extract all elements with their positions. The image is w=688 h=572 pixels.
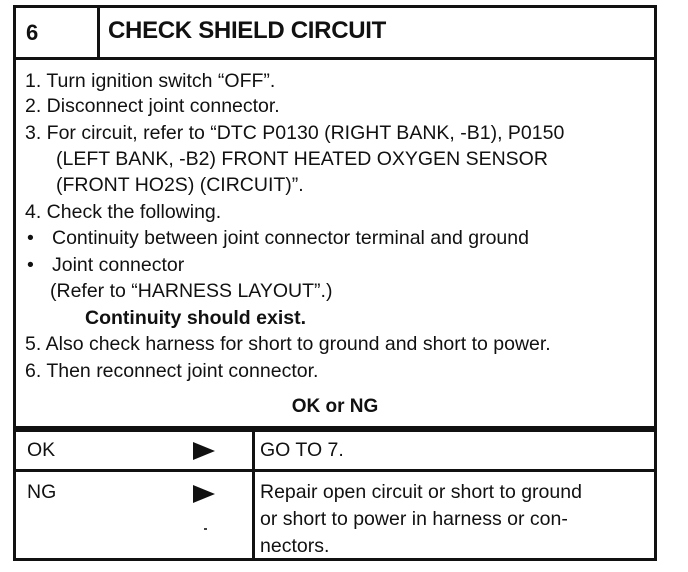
table-divider	[16, 429, 654, 432]
check-step-card	[13, 5, 657, 561]
scan-speck	[204, 528, 207, 530]
result-status: OK	[27, 439, 56, 461]
instruction-line: (Refer to “HARNESS LAYOUT”.)	[50, 280, 333, 302]
instruction-line: 1. Turn ignition switch “OFF”.	[25, 70, 276, 92]
instruction-line: 5. Also check harness for short to ground and short to power.	[25, 333, 551, 355]
table-divider	[16, 469, 654, 472]
bullet-icon: •	[27, 227, 34, 249]
instruction-line: (LEFT BANK, -B2) FRONT HEATED OXYGEN SENSOR	[56, 148, 548, 170]
instruction-line: 6. Then reconnect joint connector.	[25, 360, 319, 382]
result-action: Repair open circuit or short to ground	[260, 481, 582, 503]
instruction-emphasis: Continuity should exist.	[85, 307, 307, 329]
step-header	[16, 8, 654, 60]
table-column-divider	[252, 429, 255, 558]
bullet-icon: •	[27, 254, 34, 276]
instruction-line: 2. Disconnect joint connector.	[25, 95, 280, 117]
result-status: NG	[27, 481, 57, 503]
result-action: nectors.	[260, 535, 330, 557]
step-title: CHECK SHIELD CIRCUIT	[108, 17, 387, 44]
instruction-line: 3. For circuit, refer to “DTC P0130 (RIGHT BANK, -B1), P0150	[25, 122, 565, 144]
instruction-line: (FRONT HO2S) (CIRCUIT)”.	[56, 174, 304, 196]
result-action: or short to power in harness or con-	[260, 508, 568, 530]
instruction-line: Joint connector	[52, 254, 185, 276]
right-triangle-arrow-icon	[193, 485, 215, 503]
right-triangle-arrow-icon	[193, 442, 215, 460]
instruction-line: Continuity between joint connector terminal and ground	[52, 227, 529, 249]
result-heading: OK or NG	[291, 396, 379, 417]
result-action: GO TO 7.	[260, 439, 344, 461]
step-number: 6	[16, 8, 100, 57]
instruction-line: 4. Check the following.	[25, 201, 222, 223]
